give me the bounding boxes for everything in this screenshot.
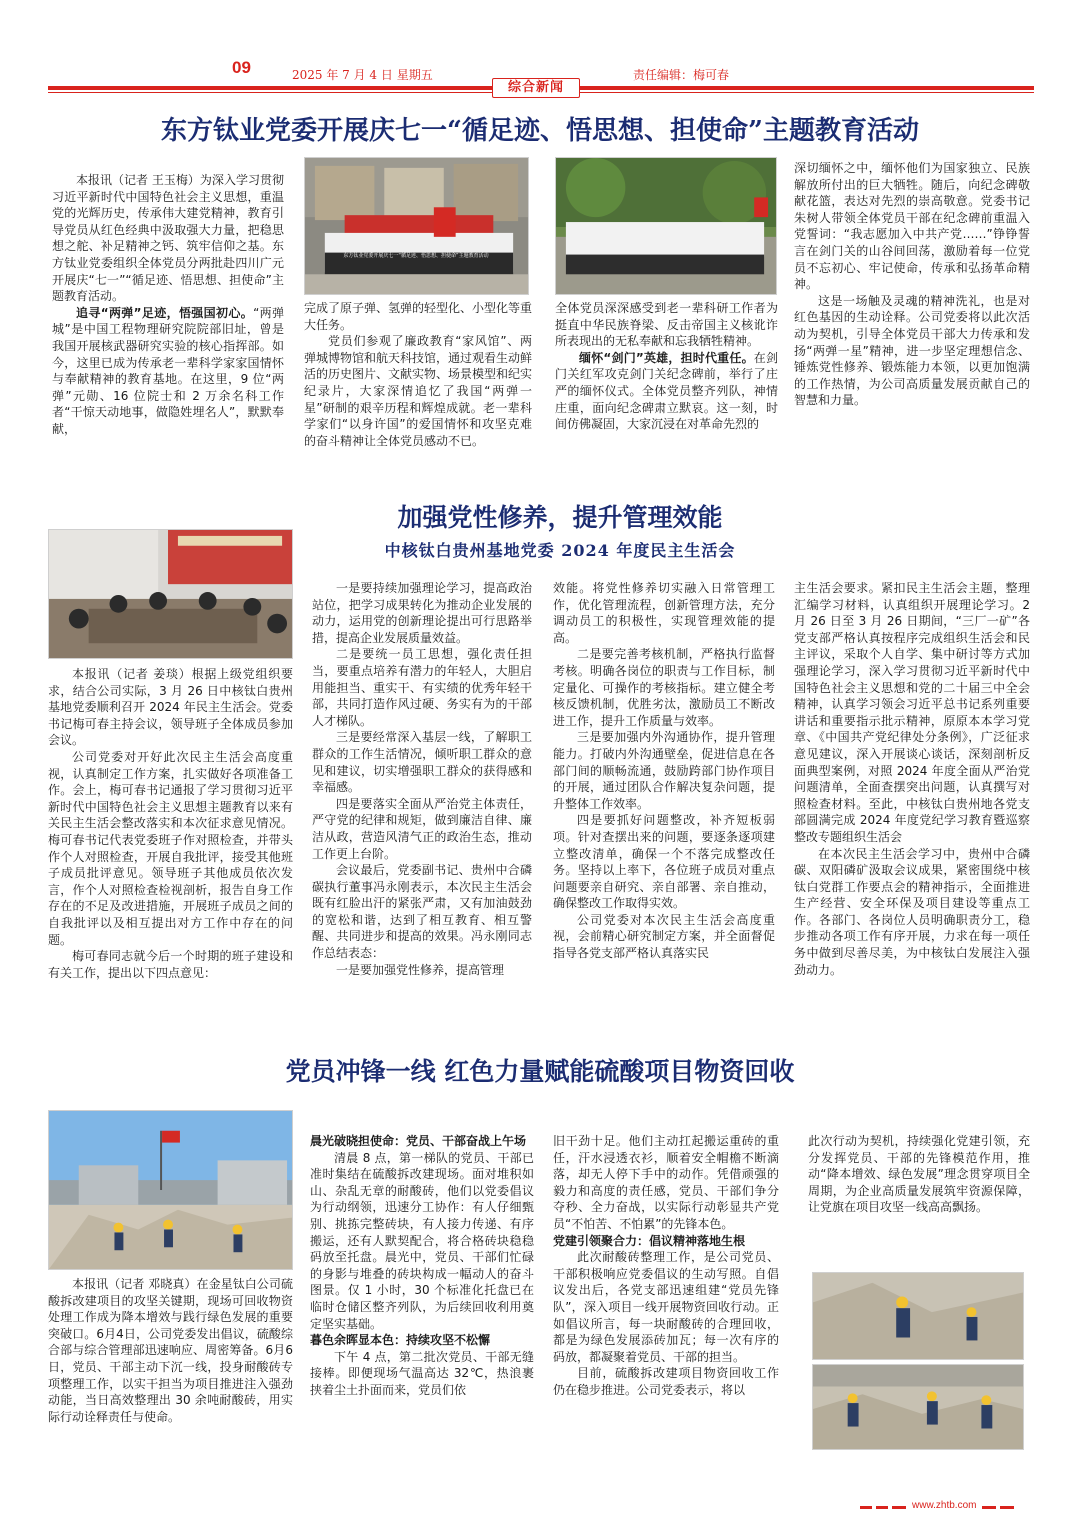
article3-paragraph: 此次行动为契机，持续强化党建引领，充分发挥党员、干部的先锋模范作用，推动“降本增效、绿色发展”理念贯穿项目全周期，为企业高质量发展筑牢资源保障，让党旗在项目攻坚一线高高飘扬。: [808, 1134, 1030, 1215]
page-number: 09: [232, 58, 251, 77]
footer-url[interactable]: www.zhtb.com: [912, 1500, 977, 1511]
article1-column-1: [52, 172, 284, 502]
article2-paragraph: 三是要加强内外沟通协作，提升管理能力。打破内外沟通壁垒，促进信息在各部门间的顺畅流通，鼓励跨部门协作项目的开展，通过团队合作解决复杂问题，提升整体工作效率。: [553, 730, 775, 811]
article2-paragraph: 二是要统一员工思想，强化责任担当，要重点培养有潜力的年轻人，大胆启用能担当、重实干、有实绩的优秀年轻干部，共同打造作风过硬、务实有为的干部人才梯队。: [312, 647, 532, 728]
site-photo-image: [49, 1111, 292, 1269]
article1-lead: 本报讯（记者 王玉梅）为深入学习贯彻习近平新时代中国特色社会主义思想，重温党的光辉历史，传承伟大建党精神，教育引导党员从红色经典中汲取强大力量，把稳思想之舵、补足精神之钙、筑牢信仰之基。东方钛业党委组织全体党员分两批赴四川广元开展庆“七一”“循足迹、悟思想、担使命”主题教育活动。: [52, 173, 284, 304]
article3-paragraph: 清晨 8 点，第一梯队的党员、干部已准时集结在硫酸拆改建现场。面对堆积如山、杂乱无章的耐酸砖，他们以党委倡议为行动纲领，迅速分工协作：有人仔细甄别、挑拣完整砖块，有人接力传递、有序搬运，还有人默契配合，将合格砖块稳稳码放至托盘。晨光中，党员、干部们忙碌的身影与堆叠的砖块构成一幅动人的奋斗图景。仅 1 小时，30 个标准化托盘已在临时仓储区整齐列队，为后续回收利用奠定坚实基础。: [310, 1150, 534, 1331]
article3-paragraph: 目前，硫酸拆改建项目物资回收工作仍在稳步推进。公司党委表示，将以: [553, 1366, 779, 1397]
footer-rule: [876, 1506, 888, 1509]
meeting-photo-image: [49, 530, 292, 658]
article3-photo-site: [48, 1110, 293, 1270]
article2-paragraph: 公司党委对开好此次民主生活会高度重视，认真制定工作方案，扎实做好各项准备工作。会上，梅可春书记通报了学习贯彻习近平新时代中国特色社会主义思想主题教育以来有关民主生活会整改落实和本次征求意见情况。梅可春书记代表党委班子作对照检查，并带头作个人对照检查，开展自我批评，接受其他班子成员批评意见。领导班子其他成员依次发言，作个人对照检查检视剖析，报告自身工作存在的不足及改进措施，开展班子成员之间的自我批评以及相互提出对方工作中存在的问题。: [48, 749, 293, 947]
article2-photo-meeting: [48, 529, 293, 659]
article2-paragraph: 四是要落实全面从严治党主体责任，严守党的纪律和规矩，做到廉洁自律、廉洁从政，营造风清气正的政治生态，推动工作更上台阶。: [312, 796, 532, 861]
article3-paragraph: 旧干劲十足。他们主动扛起搬运重砖的重任，汗水浸透衣衫，顺着安全帽檐不断滴落，却无人停下手中的动作。凭借顽强的毅力和高度的责任感，党员、干部们争分夺秒、全力奋战，以实际行动彰显共产党员“不怕苦、不怕累”的先锋本色。: [553, 1134, 779, 1231]
article2-paragraph: 在本次民主生活会学习中，贵州中合磷碳、双阳磷矿汲取会议成果，紧密围绕中核钛白党群工作要点会的精神指示，全面推进生产经营、安全环保及项目建设等重点工作。各部门、各岗位人员明确职责分工，稳步推动各项工作有序开展，力求在每一项任务中做到尽善尽美，为中核钛白发展注入强劲动力。: [794, 846, 1030, 977]
responsible-editor: 责任编辑：梅可春: [633, 68, 730, 82]
article1-paragraph: 在剑门关红军攻克剑门关纪念碑前，举行了庄严的缅怀仪式。全体党员整齐列队，神情庄重，面向纪念碑肃立默哀。这一刻，时间仿佛凝固，大家沉浸在对革命先烈的: [555, 350, 778, 432]
article1-paragraph: 这是一场触及灵魂的精神洗礼，也是对红色基因的生动诠释。公司党委将以此次活动为契机，引导全体党员干部大力传承和发扬“两弹一星”精神，进一步坚定理想信念、锤炼党性修养、锻炼能力本领，以更加饱满的工作热情，为公司高质量发展贡献自己的智慧和力量。: [794, 293, 1030, 408]
article2-paragraph: 公司党委对本次民主生活会高度重视，会前精心研究制定方案，并全面督促指导各党支部严格认真落实民: [553, 912, 775, 961]
footer: [860, 1500, 1030, 1514]
footer-rule: [1000, 1506, 1014, 1509]
article2-paragraph: 主生活会要求。紧扣民主生活会主题，整理汇编学习材料，认真组织开展理论学习。2 月 26 日至 3 月 26 日期间，“三厂一矿”各党支部严格认真按程序完成组织生活会和民主评议，采取个人自学、集中研讨等方式加强理论学习，深入学习贯彻习近平新时代中国特色社会主义思想和党的二十届三中全会精神，认真学习领会习近平总书记系列重要讲话和重要指示批示精神，原原本本学习党章、《中国共产党纪律处分条例》，广泛征求意见建议，深入开展谈心谈话，深刻剖析反面典型案例，对照 2024 年度全面从严治党问题清单，全面查摆突出问题，认真撰写对照检查材料。至此，中核钛白贵州地各党支部圆满完成 2024 年度党纪学习教育暨巡察整改专题组织生活会: [794, 581, 1030, 844]
footer-rule: [892, 1506, 906, 1509]
article1-photo-memorial: [555, 157, 777, 295]
article1-paragraph: 完成了原子弹、氢弹的轻型化、小型化等重大任务。: [304, 301, 532, 332]
article3-title: 党员冲锋一线 红色力量赋能硫酸项目物资回收: [285, 1057, 795, 1086]
article3-subhead-2: 暮色余晖显本色：持续攻坚不松懈: [310, 1333, 491, 1348]
article2-subtitle: 中核钛白贵州基地党委 2024 年度民主生活会: [384, 541, 736, 560]
group-photo-banner: 东方钛业党委开展庆七一“循足迹、悟思想、担使命”主题教育活动: [343, 253, 489, 259]
article3-photo-work-1: [812, 1272, 1024, 1360]
article2-column-1: [48, 666, 293, 1032]
article2-paragraph: 会议最后，党委副书记、贵州中合磷碳执行董事冯永刚表示，本次民主生活会既有红脸出汗的紧张严肃，又有加油鼓劲的宽松和谐，达到了相互教育、相互警醒、共同进步和提高的效果。冯永刚同志作总结表态：: [312, 863, 532, 961]
article1-subhead-1: 追寻“两弹”足迹，悟强国初心。: [76, 305, 254, 320]
article1-paragraph: 全体党员深深感受到老一辈科研工作者为挺直中华民族脊梁、反击帝国主义核讹诈所表现出的无私奉献和忘我牺牲精神。: [555, 301, 778, 349]
memorial-photo-image: [556, 158, 776, 294]
article1-column-2: [304, 300, 532, 472]
article3-lead: 本报讯（记者 邓晓真）在金星钛白公司硫酸拆改建项目的攻坚关键期，现场可回收物资处理工作成为降本增效与践行绿色发展的重要突破口。6月4日，公司党委发出倡议，硫酸综合部与综合管理部迅速响应、周密筹备。6月6日，党员、干部主动下沉一线，投身耐酸砖专项整理工作，以实干担当为项目推进注入强劲动能，当日高效整理出 30 余吨耐酸砖，用实际行动诠释责任与使命。: [48, 1277, 293, 1424]
article2-paragraph: 四是要抓好问题整改，补齐短板弱项。针对查摆出来的问题，要逐条逐项建立整改清单，确保一个不落完成整改任务。坚持以上率下，各位班子成员对重点问题要亲自研究、亲自部署、亲自推动，确保整改工作取得实效。: [553, 813, 775, 911]
article2-paragraph: 一是要持续加强理论学习，提高政治站位，把学习成果转化为推动企业发展的动力，运用党的创新理论提出可行思路举措，提高企业发展质量效益。: [312, 581, 532, 645]
article3-column-1: [48, 1276, 293, 1476]
article3-column-4: [808, 1133, 1030, 1263]
article1-paragraph: “两弹城”是中国工程物理研究院院部旧址，曾是我国开展核武器研究实验的核心指挥部。如今，这里已成为传承老一辈科学家家国情怀与奉献精神的教育基地。在这里，9 位“两弹”元勋、16 位院士和 2 万余名科工作者“干惊天动地事，做隐姓埋名人”，默默奉献，: [52, 305, 284, 436]
article2-column-3: [553, 580, 775, 1032]
article1-photo-group: [304, 157, 529, 295]
article2-column-2: [312, 580, 532, 1032]
article2-paragraph: 二是要完善考核机制，严格执行监督考核。明确各岗位的职责与工作目标，制定量化、可操作的考核指标。建立健全考核反馈机制，优胜劣汰，激励员工不断改进工作，提升工作质量与效率。: [553, 647, 775, 728]
article2-paragraph: 梅可春同志就今后一个时期的班子建设和有关工作，提出以下四点意见：: [48, 949, 293, 980]
work-photo-1-image: [813, 1273, 1023, 1359]
article2-paragraph: 三是要经常深入基层一线，了解职工群众的工作生活情况，倾听职工群众的意见和建议，切实增强职工群众的获得感和幸福感。: [312, 730, 532, 795]
footer-rule: [860, 1506, 872, 1509]
article3-paragraph: 此次耐酸砖整理工作，是公司党员、干部积极响应党委倡议的生动写照。自倡议发出后，各党支部迅速组建“党员先锋队”，深入项目一线开展物资回收行动。正如倡议所言，每一块耐酸砖的合理回收，都是为绿色发展添砖加瓦；每一次有序的码放，都凝聚着党员、干部的担当。: [553, 1250, 779, 1364]
work-photo-2-image: [813, 1365, 1023, 1449]
article3-column-3: [553, 1133, 779, 1483]
article1-subhead-2: 缅怀“剑门”英雄，担时代重任。: [579, 350, 754, 365]
masthead: [0, 0, 1080, 100]
article3-photo-work-2: [812, 1364, 1024, 1450]
footer-rule: [982, 1506, 996, 1509]
article2-paragraph: 效能。将党性修养切实融入日常管理工作，优化管理流程，创新管理方法，充分调动员工的积极性，实现管理效能的提高。: [553, 581, 775, 645]
article1-paragraph: 党员们参观了廉政教育“家风馆”、两弹城博物馆和航天科技馆，通过观看生动鲜活的历史图片、文献实物、场景模型和纪实纪录片，大家深情追忆了我国“两弹一星”研制的艰辛历程和辉煌成就。老一辈科学家们“以身许国”的爱国情怀和攻坚克难的奋斗精神让全体党员感动不已。: [304, 334, 532, 448]
article3-subhead-1: 晨光破晓担使命：党员、干部奋战上午场: [310, 1134, 527, 1148]
article2-lead: 本报讯（记者 姜琰）根据上级党组织要求，结合公司实际，3 月 26 日中核钛白贵州基地党委顺利召开 2024 年民主生活会。党委书记梅可春主持会议，领导班子全体成员参加会议。: [48, 667, 293, 748]
article3-column-2: [310, 1133, 534, 1483]
article1-column-3: [555, 300, 778, 472]
section-name: 综合新闻: [492, 78, 580, 98]
article1-title: 东方钛业党委开展庆七一“循足迹、悟思想、担使命”主题教育活动: [161, 116, 919, 146]
article3-subhead-3: 党建引领聚合力：倡议精神落地生根: [553, 1233, 746, 1248]
article2-column-4: [794, 580, 1030, 1032]
article1-column-4: [794, 160, 1030, 478]
article1-paragraph: 深切缅怀之中，缅怀他们为国家独立、民族解放所付出的巨大牺牲。随后，向纪念碑敬献花篮，表达对先烈的崇高敬意。党委书记朱树人带领全体党员干部在纪念碑前重温入党誓词：“我志愿加入中共产党……”铮铮誓言在剑门关的山谷间回荡，激励着每一位党员不忘初心、牢记使命，传承和弘扬革命精神。: [794, 161, 1030, 292]
article2-paragraph: 一是要加强党性修养，提高管理: [336, 962, 505, 977]
group-photo-image: [305, 158, 528, 294]
article2-title: 加强党性修养，提升管理效能: [397, 503, 723, 532]
article3-paragraph: 下午 4 点，第二批次党员、干部无缝接棒。即便现场气温高达 32℃，热浪裹挟着尘土扑面而来，党员们依: [310, 1349, 534, 1397]
issue-date: 2025 年 7 月 4 日 星期五: [292, 68, 433, 82]
